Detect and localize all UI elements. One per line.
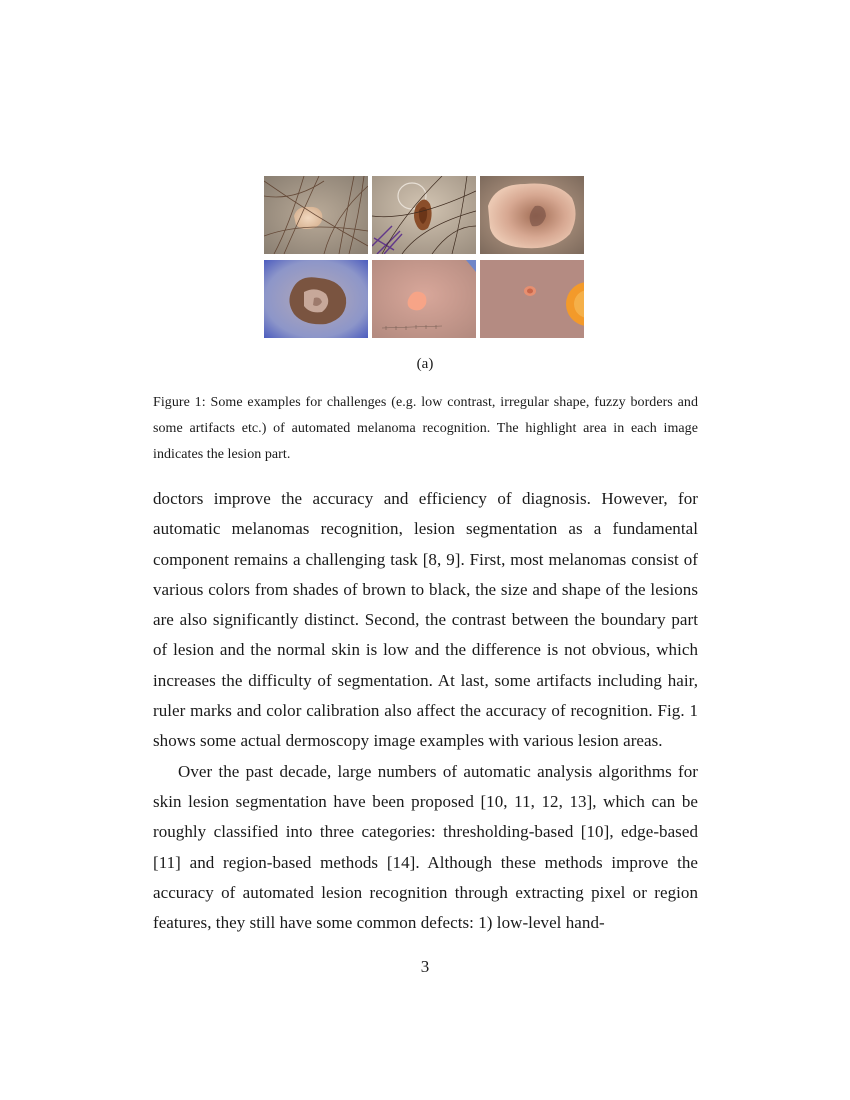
figure-subcaption: (a) bbox=[416, 356, 434, 372]
dermoscopy-image-large-lesion bbox=[480, 176, 584, 254]
page-number: 3 bbox=[420, 957, 430, 976]
body-text bbox=[153, 484, 698, 938]
figure-caption: Figure 1: Some examples for challenges (e.g. low contrast, irregular shape, fuzzy borders and some artifacts etc.) of automated melanoma recognition. The highlight area in each image indicates the lesion part. bbox=[153, 395, 698, 462]
paragraph: Over the past decade, large numbers of automatic analysis algorithms for skin lesion segmentation have been proposed [10, 11, 12, 13], which can be roughly classified into three categories: thresholding-based [10], edge-based [11] and region-based methods [14]. Although these methods improve the accuracy of automated lesion recognition through extracting pixel or region features, they still have some common defects: 1) low-level hand- bbox=[153, 761, 698, 933]
dermoscopy-image-blue-vignette bbox=[264, 260, 368, 338]
dermoscopy-image-color-calibration bbox=[480, 260, 584, 338]
paragraph: doctors improve the accuracy and efficiency of diagnosis. However, for automatic melanomas recognition, lesion segmentation as a fundamental component remains a challenging task [8, 9]. First, most melanomas consist of various colors from shades of brown to black, the size and shape of the lesions are also significantly distinct. Second, the contrast between the boundary part of lesion and the normal skin is low and the difference is not obvious, which increases the difficulty of segmentation. At last, some artifacts including hair, ruler marks and color calibration also affect the accuracy of recognition. Fig. 1 shows some actual dermoscopy image examples with various lesion areas. bbox=[153, 489, 698, 751]
dermoscopy-image-ink-marks bbox=[372, 176, 476, 254]
dermoscopy-image-ruler-marks bbox=[372, 260, 476, 338]
dermoscopy-image-hair-artifacts bbox=[264, 176, 368, 254]
figure-image-grid bbox=[264, 176, 584, 338]
